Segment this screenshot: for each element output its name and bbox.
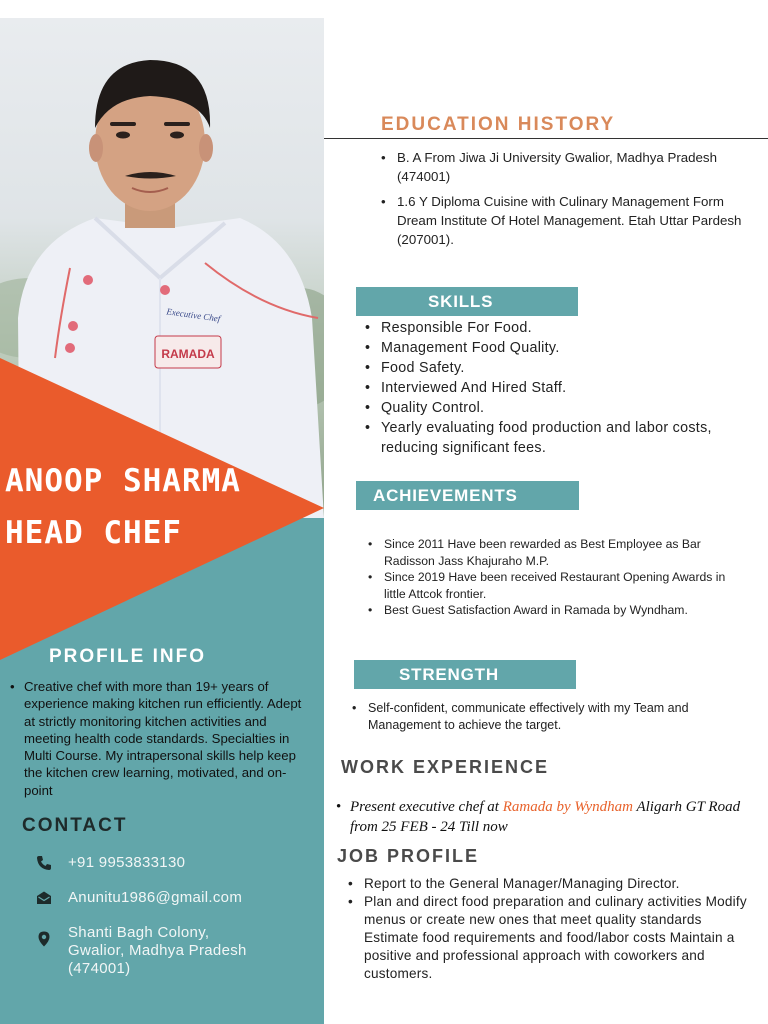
person-name: ANOOP SHARMA bbox=[5, 463, 241, 499]
work-experience-entry bbox=[336, 797, 756, 837]
contact-email[interactable] bbox=[36, 889, 242, 907]
badge-text: RAMADA bbox=[161, 347, 215, 361]
achievements-heading: ACHIEVEMENTS bbox=[356, 481, 579, 510]
bullet: • bbox=[10, 679, 15, 694]
phone-icon bbox=[36, 855, 52, 871]
postal-address: Shanti Bagh Colony, Gwalior, Madhya Pradesh (474001) bbox=[68, 924, 247, 977]
skills-list bbox=[365, 318, 765, 458]
education-heading: EDUCATION HISTORY bbox=[381, 114, 616, 135]
list-item: • Report to the General Manager/Managing Director. bbox=[348, 875, 758, 893]
list-item: • Interviewed And Hired Staff. bbox=[365, 378, 765, 398]
education-list bbox=[381, 148, 765, 255]
envelope-icon bbox=[36, 890, 52, 906]
job-profile-heading: JOB PROFILE bbox=[337, 846, 480, 866]
list-item: • Responsible For Food. bbox=[365, 318, 765, 338]
name-block bbox=[5, 455, 241, 559]
achievements-list bbox=[368, 536, 748, 619]
orange-triangle bbox=[0, 18, 324, 718]
list-item: • Food Safety. bbox=[365, 358, 765, 378]
bullet: • bbox=[336, 799, 342, 815]
list-item: • Management Food Quality. bbox=[365, 338, 765, 358]
skills-heading: SKILLS bbox=[356, 287, 578, 316]
list-item: • Since 2019 Have been received Restaurant Opening Awards in little Attcok frontier. bbox=[368, 569, 748, 602]
profile-summary bbox=[10, 678, 312, 799]
left-panel bbox=[0, 18, 324, 1024]
work-prefix: Present executive chef at bbox=[350, 799, 503, 815]
list-item: • Best Guest Satisfaction Award in Ramada by Wyndham. bbox=[368, 602, 748, 619]
education-divider bbox=[324, 138, 768, 139]
location-pin-icon bbox=[36, 931, 52, 947]
work-experience-heading: WORK EXPERIENCE bbox=[341, 757, 550, 777]
coat-embroidery: Executive Chef bbox=[165, 306, 221, 324]
strength-list bbox=[352, 700, 752, 733]
list-item: • Yearly evaluating food production and labor costs, reducing significant fees. bbox=[365, 418, 765, 458]
contact-phone[interactable] bbox=[36, 854, 185, 872]
profile-info-heading: PROFILE INFO bbox=[49, 646, 206, 667]
contact-address bbox=[36, 924, 247, 978]
person-role: HEAD CHEF bbox=[5, 515, 182, 551]
strength-heading: STRENGTH bbox=[354, 660, 576, 689]
phone-number: +91 9953833130 bbox=[68, 854, 186, 871]
list-item: • Since 2011 Have been rewarded as Best Employee as Bar Radisson Jass Khajuraho M.P. bbox=[368, 536, 748, 569]
profile-summary-text: Creative chef with more than 19+ years of experience making kitchen run efficiently. Adept at strictly monitoring kitchen activities and meeting health code standards. Specialties in Multi Course. My intrapersonal skills help keep the kitchen crew learning, motivated, and on-point bbox=[24, 679, 302, 798]
list-item: • Plan and direct food preparation and culinary activities Modify menus or create new ones that meet quality standards Estimate food requirements and food/labor costs Maintain a positive and professional approach with coworkers and customers. bbox=[348, 893, 758, 983]
work-suffix: Aligarh GT Road from 25 FEB - 24 Till now bbox=[350, 799, 741, 835]
list-item: • Self-confident, communicate effectively with my Team and Management to achieve the target. bbox=[352, 700, 752, 733]
email-address: Anunitu1986@gmail.com bbox=[68, 889, 243, 906]
list-item: • B. A From Jiwa Ji University Gwalior, Madhya Pradesh (474001) bbox=[381, 148, 765, 186]
list-item: • Quality Control. bbox=[365, 398, 765, 418]
job-profile-list bbox=[348, 875, 758, 983]
contact-heading: CONTACT bbox=[22, 815, 128, 836]
list-item: • 1.6 Y Diploma Cuisine with Culinary Management Form Dream Institute Of Hotel Management. Etah Uttar Pardesh (207001). bbox=[381, 192, 765, 249]
employer-name: Ramada by Wyndham bbox=[502, 799, 633, 815]
